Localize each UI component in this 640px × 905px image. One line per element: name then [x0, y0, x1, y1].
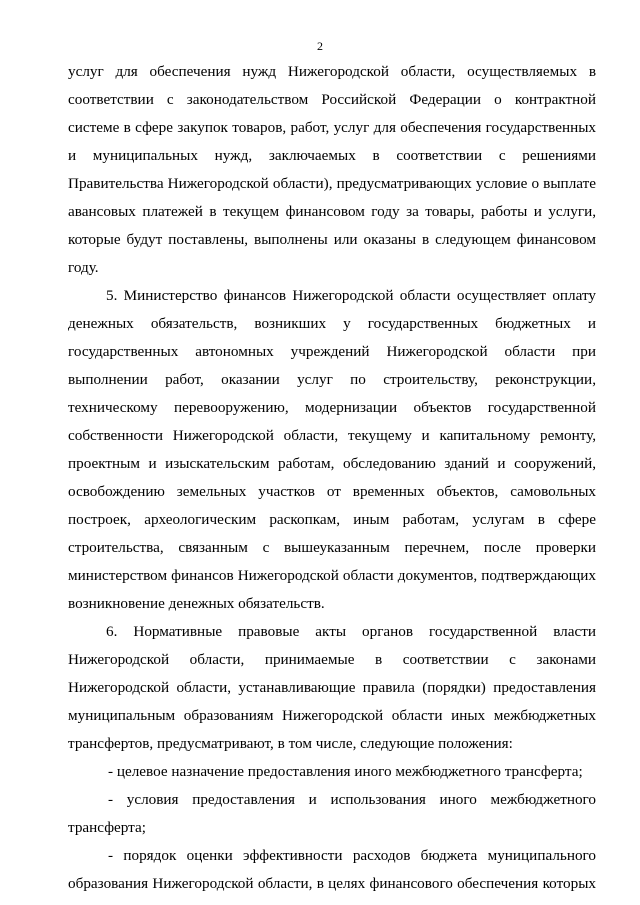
text-line: услуг для обеспечения нужд Нижегородской области, осуществляемых в [68, 63, 596, 80]
text-line: освобождению земельных участков от временных объектов, самовольных [68, 483, 596, 500]
list-item: - условия предоставления и использования иного межбюджетного [108, 791, 596, 808]
text-line: образования Нижегородской области, в целях финансового обеспечения которых [68, 875, 596, 892]
paragraph-6-first-line: 6. Нормативные правовые акты органов государственной власти [106, 623, 596, 640]
text-line: Нижегородской области, устанавливающие правила (порядки) предоставления [68, 679, 596, 696]
text-line: денежных обязательств, возникших у государственных бюджетных и [68, 315, 596, 332]
text-line: возникновение денежных обязательств. [68, 595, 325, 612]
text-line: строительства, связанным с вышеуказанным перечнем, после проверки [68, 539, 596, 556]
page-number: 2 [317, 39, 323, 53]
text-line: выполнении работ, оказании услуг по строительству, реконструкции, [68, 371, 596, 388]
text-line: Правительства Нижегородской области), предусматривающих условие о выплате [68, 175, 596, 192]
text-line: году. [68, 259, 99, 276]
text-line: собственности Нижегородской области, текущему и капитальному ремонту, [68, 427, 596, 444]
text-line: министерством финансов Нижегородской области документов, подтверждающих [68, 567, 596, 584]
list-item: - порядок оценки эффективности расходов бюджета муниципального [108, 847, 596, 864]
text-line: трансферта; [68, 819, 146, 836]
text-line: которые будут поставлены, выполнены или оказаны в следующем финансовом [68, 231, 596, 248]
text-line: трансфертов, предусматривают, в том числе, следующие положения: [68, 735, 513, 752]
text-line: проектным и изыскательским работам, обследованию зданий и сооружений, [68, 455, 596, 472]
text-line: Нижегородской области, принимаемые в соответствии с законами [68, 651, 596, 668]
text-line: техническому перевооружению, модернизации объектов государственной [68, 399, 596, 416]
text-line: соответствии с законодательством Российской Федерации о контрактной [68, 91, 596, 108]
text-line: авансовых платежей в текущем финансовом году за товары, работы и услуги, [68, 203, 596, 220]
text-line: построек, археологическим раскопкам, иным работам, услугам в сфере [68, 511, 596, 528]
text-line: государственных автономных учреждений Нижегородской области при [68, 343, 596, 360]
text-line: системе в сфере закупок товаров, работ, услуг для обеспечения государственных [68, 119, 596, 136]
list-item: - целевое назначение предоставления иного межбюджетного трансферта; [108, 763, 583, 780]
paragraph-5-first-line: 5. Министерство финансов Нижегородской области осуществляет оплату [106, 287, 596, 304]
text-line: и муниципальных нужд, заключаемых в соответствии с решениями [68, 147, 596, 164]
text-line: муниципальным образованиям Нижегородской области иных межбюджетных [68, 707, 596, 724]
